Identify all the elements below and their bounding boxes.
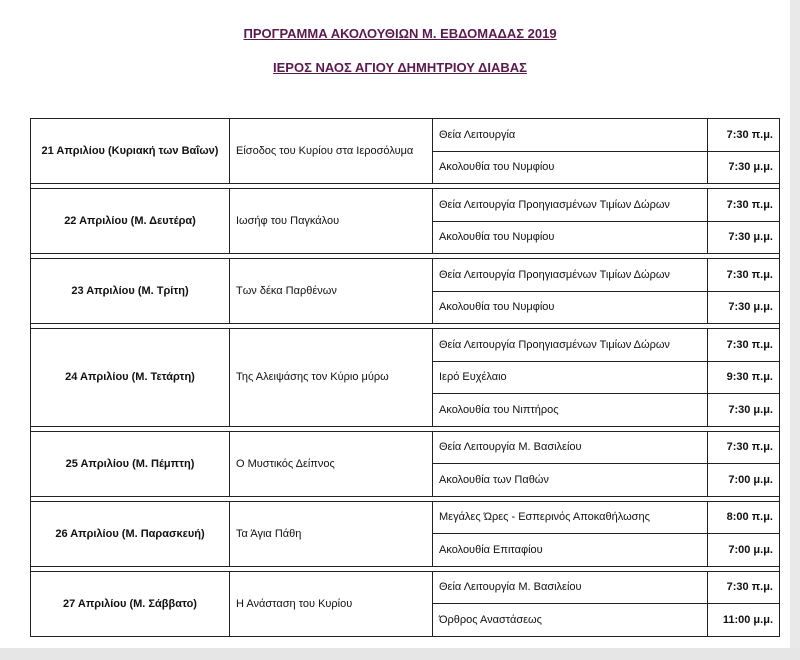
service-name-cell: Θεία Λειτουργία Προηγιασμένων Τιμίων Δώρων [433, 329, 708, 362]
service-name-cell: Ακολουθία του Νιπτήρος [433, 394, 708, 427]
service-name-cell: Ιερό Ευχέλαιο [433, 361, 708, 394]
day-date-cell: 25 Απριλίου (Μ. Πέμπτη) [31, 431, 230, 496]
service-time-cell: 7:30 π.μ. [708, 119, 780, 152]
service-time-cell: 7:00 μ.μ. [708, 464, 780, 497]
service-name-cell: Θεία Λειτουργία Προηγιασμένων Τιμίων Δώρων [433, 259, 708, 292]
day-date-cell: 23 Απριλίου (Μ. Τρίτη) [31, 259, 230, 324]
service-name-cell: Ακολουθία του Νυμφίου [433, 221, 708, 254]
table-row [31, 189, 780, 222]
service-time-cell: 7:30 π.μ. [708, 431, 780, 464]
table-row [31, 431, 780, 464]
service-time-cell: 7:30 μ.μ. [708, 394, 780, 427]
service-time-cell: 11:00 μ.μ. [708, 604, 780, 637]
bottom-strip [0, 648, 800, 660]
table-row [31, 571, 780, 604]
schedule-table [30, 118, 780, 637]
commemoration-cell: Η Ανάσταση του Κυρίου [230, 571, 433, 636]
service-name-cell: Ακολουθία του Νυμφίου [433, 291, 708, 324]
document-title: ΠΡΟΓΡΑΜΜΑ ΑΚΟΛΟΥΘΙΩΝ Μ. ΕΒΔΟΜΑΔΑΣ 2019 [243, 26, 557, 41]
commemoration-cell: Ο Μυστικός Δείπνος [230, 431, 433, 496]
table-row [31, 259, 780, 292]
table-row [31, 119, 780, 152]
service-name-cell: Ακολουθία των Παθών [433, 464, 708, 497]
service-name-cell: Θεία Λειτουργία [433, 119, 708, 152]
service-time-cell: 7:30 π.μ. [708, 259, 780, 292]
service-name-cell: Όρθρος Αναστάσεως [433, 604, 708, 637]
service-name-cell: Θεία Λειτουργία Μ. Βασιλείου [433, 571, 708, 604]
service-time-cell: 9:30 π.μ. [708, 361, 780, 394]
service-name-cell: Θεία Λειτουργία Προηγιασμένων Τιμίων Δώρων [433, 189, 708, 222]
commemoration-cell: Είσοδος του Κυρίου στα Ιεροσόλυμα [230, 119, 433, 184]
service-name-cell: Θεία Λειτουργία Μ. Βασιλείου [433, 431, 708, 464]
day-date-cell: 21 Απριλίου (Κυριακή των Βαΐων) [31, 119, 230, 184]
day-date-cell: 27 Απριλίου (Μ. Σάββατο) [31, 571, 230, 636]
commemoration-cell: Της Αλειψάσης τον Κύριο μύρω [230, 329, 433, 427]
service-time-cell: 7:30 π.μ. [708, 189, 780, 222]
table-row [31, 329, 780, 362]
service-time-cell: 7:30 μ.μ. [708, 221, 780, 254]
day-date-cell: 24 Απριλίου (Μ. Τετάρτη) [31, 329, 230, 427]
service-name-cell: Ακολουθία του Νυμφίου [433, 151, 708, 184]
commemoration-cell: Ιωσήφ του Παγκάλου [230, 189, 433, 254]
commemoration-cell: Τα Άγια Πάθη [230, 501, 433, 566]
service-time-cell: 7:30 μ.μ. [708, 291, 780, 324]
service-name-cell: Μεγάλες Ώρες - Εσπερινός Αποκαθήλωσης [433, 501, 708, 534]
service-time-cell: 7:30 μ.μ. [708, 151, 780, 184]
day-date-cell: 22 Απριλίου (Μ. Δευτέρα) [31, 189, 230, 254]
commemoration-cell: Των δέκα Παρθένων [230, 259, 433, 324]
service-time-cell: 7:30 π.μ. [708, 571, 780, 604]
service-time-cell: 7:00 μ.μ. [708, 534, 780, 567]
day-date-cell: 26 Απριλίου (Μ. Παρασκευή) [31, 501, 230, 566]
service-time-cell: 8:00 π.μ. [708, 501, 780, 534]
service-time-cell: 7:30 π.μ. [708, 329, 780, 362]
table-row [31, 501, 780, 534]
page-edge [790, 0, 800, 660]
church-name: ΙΕΡΟΣ ΝΑΟΣ ΑΓΙΟΥ ΔΗΜΗΤΡΙΟΥ ΔΙΑΒΑΣ [273, 60, 527, 75]
service-name-cell: Ακολουθία Επιταφίου [433, 534, 708, 567]
